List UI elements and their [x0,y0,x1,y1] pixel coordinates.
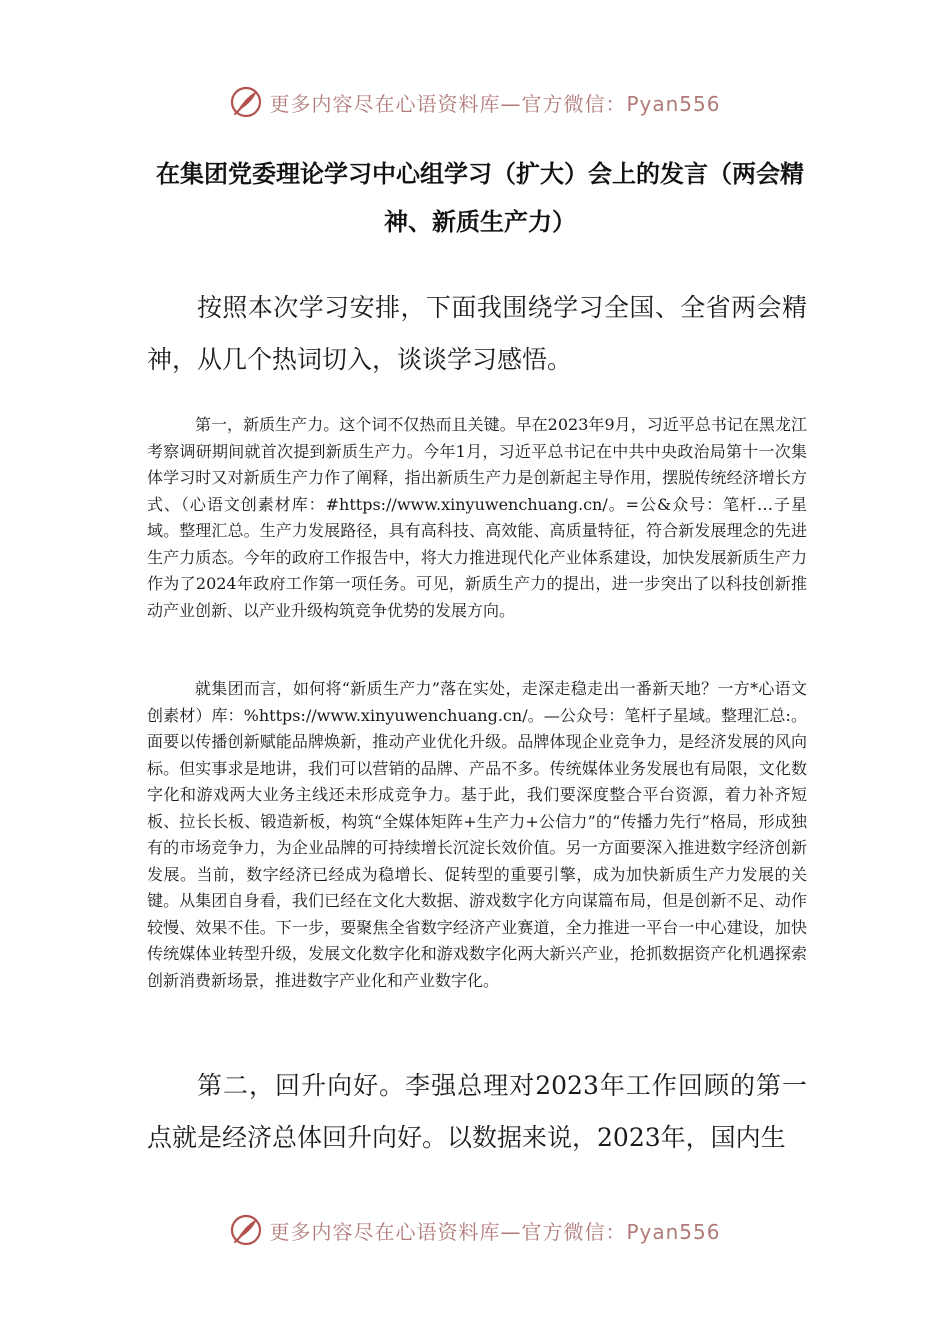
paragraph-group-practice: 就集团而言，如何将“新质生产力”落在实处，走深走稳走出一番新天地？一方*心语文创素材）库：%https://www.xinyuwenchuang.cn/。—公众号：笔杆子星域。整理汇总:。面要以传播创新赋能品牌焕新，推动产业优化升级。品牌体现企业竞争力，是经济发展的风向标。但实事求是地讲，我们可以营销的品牌、产品不多。传统媒体业务发展也有局限，文化数字化和游戏两大业务主线还未形成竞争力。基于此，我们要深度整合平台资源，着力补齐短板、拉长长板、锻造新板，构筑“全媒体矩阵+生产力+公信力”的“传播力先行”格局，形成独有的市场竞争力，为企业品牌的可持续增长沉淀长效价值。另一方面要深入推进数字经济创新发展。当前，数字经济已经成为稳增长、促转型的重要引擎，成为加快新质生产力发展的关键。从集团自身看，我们已经在文化大数据、游戏数字化方向谋篇布局，但是创新不足、动作较慢、效果不佳。下一步，要聚焦全省数字经济产业赛道，全力推进一平台一中心建设，加快传统媒体业转型升级，发展文化数字化和游戏数字化两大新兴产业，抢抓数据资产化机遇探索创新消费新场景，推进数字产业化和产业数字化。 [147,679,807,990]
paragraph-intro: 按照本次学习安排，下面我围绕学习全国、全省两会精神，从几个热词切入，谈谈学习感悟。 [147,293,807,374]
pen-feather-logo-icon [229,85,263,119]
footer-banner [0,1208,950,1252]
header-banner [0,80,950,124]
document-title: 在集团党委理论学习中心组学习（扩大）会上的发言（两会精神、新质生产力） [156,159,804,236]
pen-feather-logo-icon [229,1213,263,1247]
paragraph-first-point: 第一，新质生产力。这个词不仅热而且关键。早在2023年9月，习近平总书记在黑龙江考察调研期间就首次提到新质生产力。今年1月，习近平总书记在中共中央政治局第十一次集体学习时又对新质生产力作了阐释，指出新质生产力是创新起主导作用，摆脱传统经济增长方式、（心语文创素材库：#https://www.xinyuwenchuang.cn/。=公&众号：笔杆…子星域。整理汇总。生产力发展路径，具有高科技、高效能、高质量特征，符合新发展理念的先进生产力质态。今年的政府工作报告中，将大力推进现代化产业体系建设，加快发展新质生产力作为了2024年政府工作第一项任务。可见，新质生产力的提出，进一步突出了以科技创新推动产业创新、以产业升级构筑竞争优势的发展方向。 [147,415,807,620]
footer-banner-text: 更多内容尽在心语资料库—官方微信：Pyan556 [269,1219,721,1244]
header-banner-text: 更多内容尽在心语资料库—官方微信：Pyan556 [269,91,721,116]
paragraph-second-point: 第二，回升向好。李强总理对2023年工作回顾的第一点就是经济总体回升向好。以数据来说，2023年，国内生 [147,1071,807,1152]
